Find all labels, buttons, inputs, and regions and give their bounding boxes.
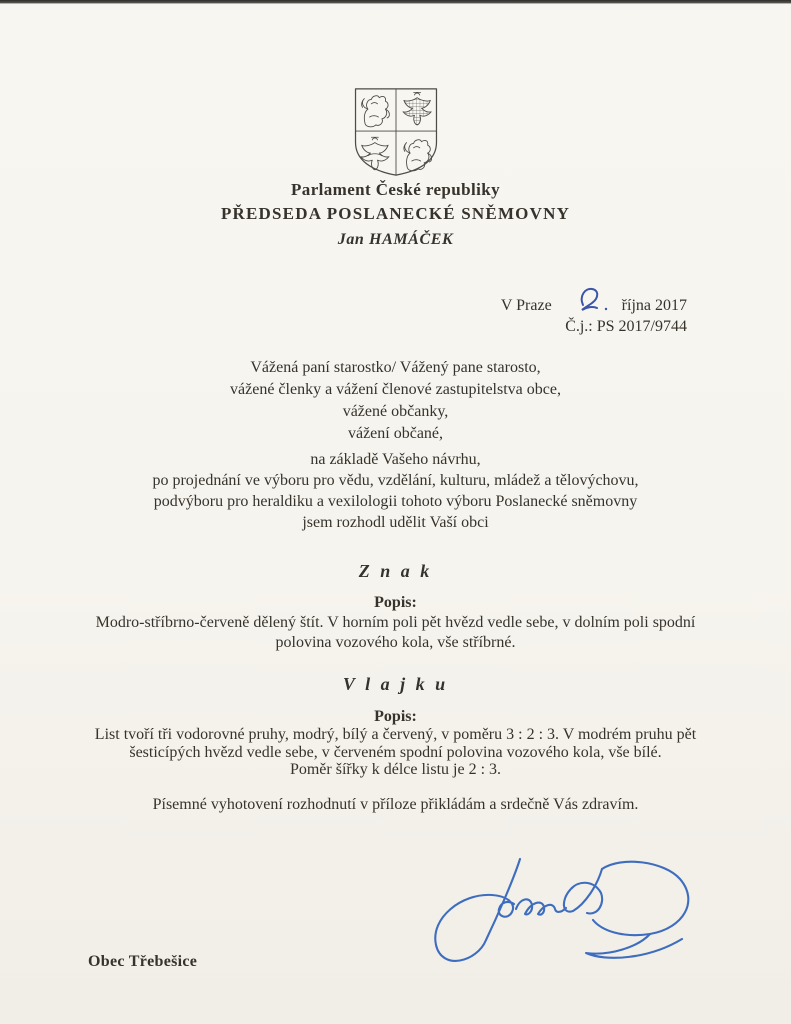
body-line: po projednání ve výboru pro vědu, vzdělání, kulturu, mládež a tělovýchovu,	[152, 472, 639, 489]
closing-line: Písemné vyhotovení rozhodnutí v příloze přikládám a srdečně Vás zdravím.	[152, 796, 639, 813]
org-name: Parlament České republiky	[291, 180, 500, 199]
znak-description-line: polovina vozového kola, vše stříbrné.	[275, 634, 516, 651]
body-block	[0, 449, 791, 533]
body-line: podvýboru pro heraldiku a vexilologii tohoto výboru Poslanecké sněmovny	[153, 493, 638, 510]
vlajka-description-line: Poměr šířky k délce listu je 2 : 3.	[289, 761, 502, 778]
signatory-name: Jan HAMÁČEK	[337, 231, 454, 248]
body-line: jsem rozhodl udělit Vaší obci	[302, 514, 489, 531]
salutation-line: vážené občanky,	[342, 403, 449, 420]
recipient-name: Obec Třebešice	[88, 953, 198, 970]
body-line: na základě Vašeho návrhu,	[310, 451, 481, 468]
handwritten-day	[574, 284, 614, 319]
znak-description-line: Modro-stříbrno-červeně dělený štít. V horním poli pět hvězd vedle sebe, v dolním poli spodní	[95, 614, 696, 631]
znak-heading: Z n a k	[358, 561, 433, 581]
znak-description	[0, 613, 791, 653]
vlajka-description-line: šesticípých hvězd vedle sebe, v červeném spodní polovina vozového kola, vše bílé.	[129, 743, 662, 761]
czech-coat-of-arms-emblem	[352, 86, 440, 183]
vlajka-description	[0, 726, 791, 779]
signature-handwriting	[416, 843, 716, 976]
vlajka-description-line: List tvoří tři vodorovné pruhy, modrý, bílý a červený, v poměru 3 : 2 : 3. V modrém pruhu pět	[94, 726, 697, 743]
salutation-block	[0, 357, 791, 445]
scan-top-edge-artifact	[0, 0, 791, 4]
dateline-place: V Praze	[500, 297, 552, 314]
office-title: PŘEDSEDA POSLANECKÉ SNĚMOVNY	[220, 204, 571, 223]
salutation-line: Vážená paní starostko/ Vážený pane starosto,	[250, 359, 541, 376]
salutation-line: vážené členky a vážení členové zastupitelstva obce,	[230, 381, 561, 398]
dateline-date: října 2017	[621, 297, 687, 314]
vlajka-popis-label: Popis:	[374, 708, 417, 725]
znak-popis-label: Popis:	[374, 594, 417, 611]
dateline	[501, 280, 687, 336]
vlajka-heading: V l a j k u	[342, 674, 449, 694]
reference-number: Č.j.: PS 2017/9744	[565, 318, 687, 335]
salutation-line: vážení občané,	[347, 425, 444, 442]
